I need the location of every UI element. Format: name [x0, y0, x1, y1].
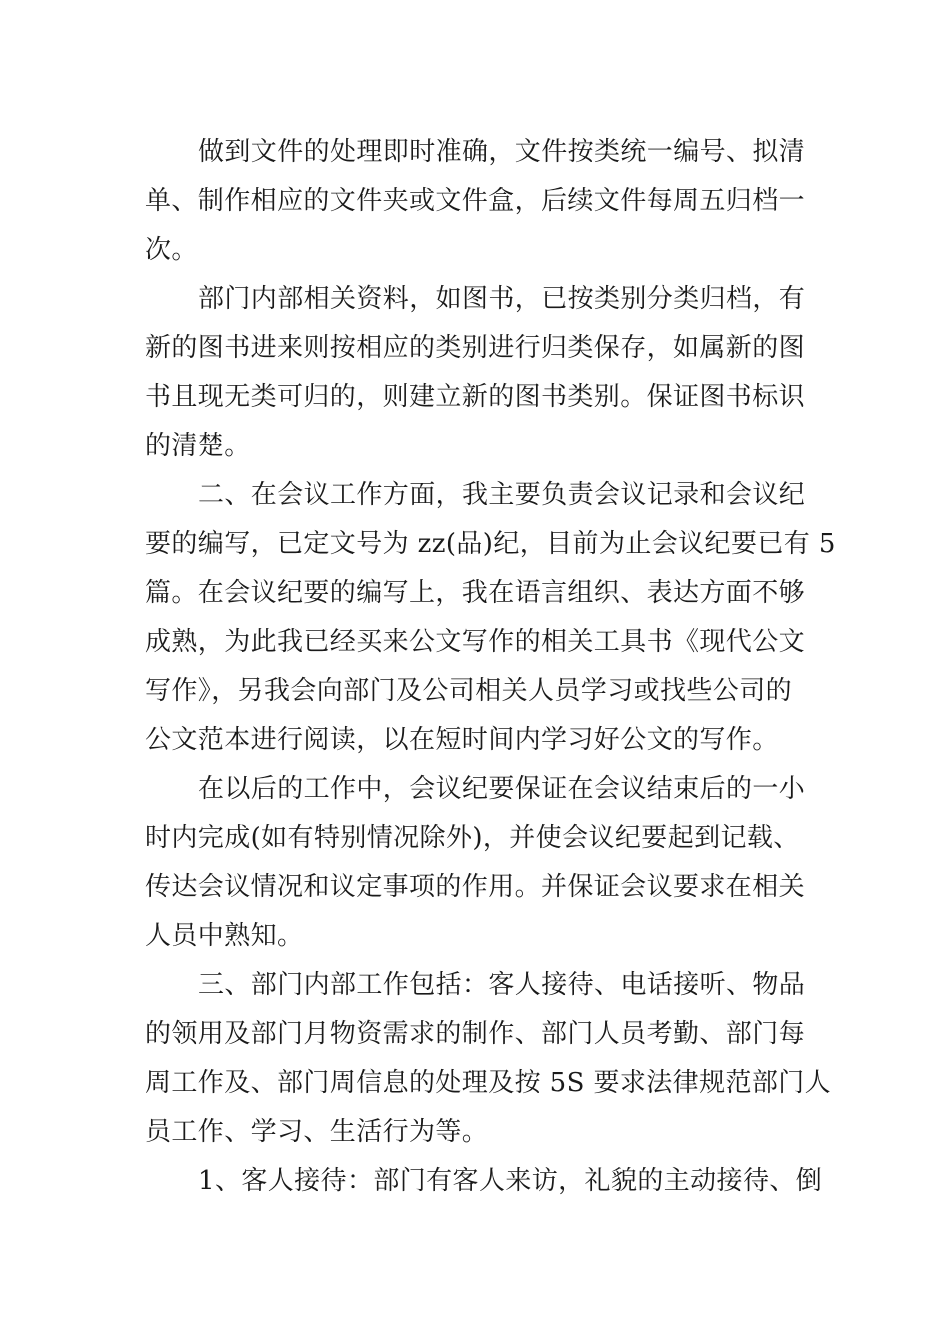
paragraph-5 — [145, 961, 832, 1157]
paragraph-line: 的领用及部门月物资需求的制作、部门人员考勤、部门每 — [145, 1019, 806, 1049]
paragraph-line: 的清楚。 — [145, 431, 251, 461]
paragraph-1 — [145, 128, 809, 275]
paragraph-line: 人员中熟知。 — [145, 921, 304, 951]
paragraph-line: 公文范本进行阅读，以在短时间内学习好公文的写作。 — [145, 725, 779, 755]
document-body — [145, 128, 836, 1206]
paragraph-line: 次。 — [145, 235, 198, 265]
paragraph-line: 部门内部相关资料，如图书，已按类别分类归档，有 — [198, 284, 806, 314]
paragraph-line: 时内完成(如有特别情况除外)，并使会议纪要起到记载、 — [145, 823, 800, 853]
paragraph-4 — [145, 765, 809, 961]
paragraph-line: 成熟，为此我已经买来公文写作的相关工具书《现代公文 — [145, 627, 806, 657]
paragraph-line: 做到文件的处理即时准确，文件按类统一编号、拟清 — [198, 137, 806, 167]
paragraph-line: 员工作、学习、生活行为等。 — [145, 1117, 489, 1147]
paragraph-line: 三、部门内部工作包括：客人接待、电话接听、物品 — [198, 970, 806, 1000]
paragraph-line: 在以后的工作中，会议纪要保证在会议结束后的一小 — [198, 774, 806, 804]
paragraph-line: 1、客人接待：部门有客人来访，礼貌的主动接待、倒 — [198, 1166, 823, 1196]
paragraph-line: 单、制作相应的文件夹或文件盒，后续文件每周五归档一 — [145, 186, 806, 216]
paragraph-line: 传达会议情况和议定事项的作用。并保证会议要求在相关 — [145, 872, 806, 902]
paragraph-2 — [145, 275, 809, 471]
paragraph-line: 要的编写，已定文号为 zz(品)纪，目前为止会议纪要已有 5 — [145, 529, 836, 559]
paragraph-line: 篇。在会议纪要的编写上，我在语言组织、表达方面不够 — [145, 578, 806, 608]
paragraph-line: 二、在会议工作方面，我主要负责会议记录和会议纪 — [198, 480, 806, 510]
paragraph-6 — [145, 1157, 823, 1206]
paragraph-line: 写作》，另我会向部门及公司相关人员学习或找些公司的 — [145, 676, 793, 706]
paragraph-3 — [145, 471, 836, 765]
paragraph-line: 周工作及、部门周信息的处理及按 5S 要求法律规范部门人 — [145, 1068, 832, 1098]
paragraph-line: 新的图书进来则按相应的类别进行归类保存，如属新的图 — [145, 333, 806, 363]
paragraph-line: 书且现无类可归的，则建立新的图书类别。保证图书标识 — [145, 382, 806, 412]
